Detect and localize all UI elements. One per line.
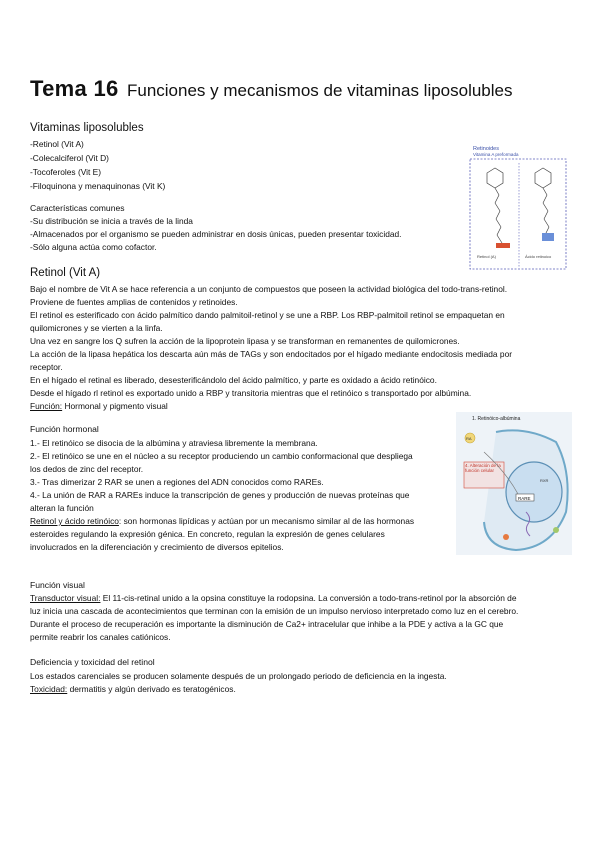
fig2-label-rxr: RXR — [540, 478, 549, 483]
fig2-protein — [503, 534, 509, 540]
title-text: Funciones y mecanismos de vitaminas liposolubles — [126, 81, 513, 100]
deficiencia-line: Los estados carenciales se producen solamente después de un prolongado periodo de deficiencia en la ingesta. — [30, 671, 447, 681]
deficiencia-heading: Deficiencia y toxicidad del retinol — [30, 657, 155, 667]
fig2-protein — [553, 527, 559, 533]
retinol-line: El retinol es esterificado con ácido palmítico dando palmitoil-retinol y se une a RBP. Los RBP-palmitoil retinol se empaquetan en — [30, 310, 505, 320]
retinol-line: Bajo el nombre de Vit A se hace referencia a un conjunto de compuestos que poseen la actividad biológica del todo-trans-retinol. — [30, 284, 508, 294]
vitamin-item: -Filoquinona y menaquinonas (Vit K) — [30, 181, 166, 191]
retinol-line: Desde el hígado rl retinol es exportado unido a RBP y transitoria mientras que el retinóico s transportado por albúmina. — [30, 388, 472, 398]
hormonal-extra-line: involucrados en la diferenciación y crecimiento de diversos epitelios. — [30, 542, 284, 552]
toxicidad-text: dermatitis y algún derivado es teratogénicos. — [67, 684, 236, 694]
cell-nucleus — [506, 462, 562, 522]
hormonal-line: alteran la función — [30, 503, 94, 513]
retinol-molecule — [487, 168, 503, 243]
retinol-heading: Retinol (Vit A) — [30, 267, 101, 279]
hormonal-extra-line: esteroides regulando la expresión génica. En concreto, regulan la expresión de genes celulares — [30, 529, 385, 539]
hormonal-line: 1.- El retinóico se disocia de la albúmina y atraviesa libremente la membrana. — [30, 438, 318, 448]
hormonal-line: 2.- El retinóico se une en el núcleo a su receptor produciendo un cambio conformacional que despliega — [30, 451, 413, 461]
retinol-oh-group — [496, 243, 510, 248]
hormonal-retinol — [30, 515, 414, 527]
retinol-acido-label: Retinol y ácido retinóico — [30, 516, 119, 526]
hormonal-heading: Función hormonal — [30, 424, 99, 434]
retinoic-acid-molecule — [535, 168, 551, 235]
visual-first-line — [30, 592, 517, 604]
vitamin-item: -Tocoferoles (Vit E) — [30, 167, 102, 177]
fig2-label-top: 1. Retinóico-albúmina — [472, 416, 521, 422]
vitamin-item: -Colecalciferol (Vit D) — [30, 153, 109, 163]
retinol-line: receptor. — [30, 362, 63, 372]
fig1-title-1: Retinoides — [473, 146, 499, 152]
fig1-frame — [470, 159, 566, 269]
funcion-text: Hormonal y pigmento visual — [62, 401, 168, 411]
transductor-label: Transductor visual: — [30, 593, 101, 603]
vitaminas-heading: Vitaminas liposolubles — [30, 122, 144, 134]
fig1-title-2: Vitamina A preformada — [473, 152, 519, 157]
fig2-label-ra: RA — [466, 436, 472, 441]
fig2-label-alteration: 4. Alteración de la función celular — [465, 463, 501, 473]
retinoic-acid-cell-figure — [456, 412, 572, 555]
vitamin-item: -Retinol (Vit A) — [30, 139, 84, 149]
caracteristica-item: -Su distribución se inicia a través de la linda — [30, 216, 193, 226]
retinol-line: En el hígado el retinal es liberado, desesterificándolo del ácido palmítico, y parte es oxidado a ácido retinóico. — [30, 375, 437, 385]
title-number: Tema 16 — [30, 76, 119, 101]
retinoic-cooh-group — [542, 233, 554, 241]
retinol-funcion — [30, 400, 168, 412]
visual-line: Durante el proceso de recuperación es importante la disminución de Ca2+ intracelular que inhibe a la PDE y activa a la GC que — [30, 619, 504, 629]
toxicidad-line — [30, 683, 236, 695]
transductor-text: El 11-cis-retinal unido a la opsina constituye la rodopsina. La conversión a todo-trans-retinol por la absorción de — [100, 593, 517, 603]
visual-heading: Función visual — [30, 580, 85, 590]
hormonal-line: 3.- Tras dimerizar 2 RAR se unen a regiones del ADN conocidos como RAREs. — [30, 477, 324, 487]
retinol-line: quilomicrones y se vierten a la linfa. — [30, 323, 163, 333]
retinol-line: Una vez en sangre los Q sufren la acción de la lipoprotein lipasa y se transforman en remanentes de quilomicrones. — [30, 336, 460, 346]
retinoid-structures-figure — [467, 143, 572, 272]
retinol-acido-text: : son hormonas lipídicas y actúan por un mecanismo similar al de las hormonas — [118, 516, 415, 526]
caracteristica-item: -Almacenados por el organismo se pueden administrar en dosis únicas, pueden presentar toxicidad. — [30, 229, 402, 239]
hormonal-line: 4.- La unión de RAR a RAREs induce la transcripción de genes y producción de nuevas proteínas que — [30, 490, 410, 500]
visual-line: luz inicia una cascada de acontecimientos que terminan con la emisión de un impulso nervioso interpretado como luz en el cerebro. — [30, 606, 519, 616]
caracteristicas-heading: Características comunes — [30, 203, 125, 213]
fig1-label-right: Ácido retinoico — [525, 254, 552, 259]
hormonal-line: los dedos de zinc del receptor. — [30, 464, 144, 474]
funcion-label: Función: — [30, 401, 63, 411]
retinol-line: Proviene de fuentes amplias de contenidos y retinoides. — [30, 297, 238, 307]
retinol-line: La acción de la lipasa hepática los descarta aún más de TAGs y son endocitados por el hígado mediante endocitosis mediada por — [30, 349, 513, 359]
page-title — [30, 76, 513, 102]
caracteristica-item: -Sólo alguna actúa como cofactor. — [30, 242, 157, 252]
fig2-label-rare: RARE — [518, 496, 531, 501]
fig1-label-left: Retinol (A) — [477, 254, 496, 259]
toxicidad-label: Toxicidad: — [30, 684, 68, 694]
visual-line: permite reabrir los canales catiónicos. — [30, 632, 171, 642]
